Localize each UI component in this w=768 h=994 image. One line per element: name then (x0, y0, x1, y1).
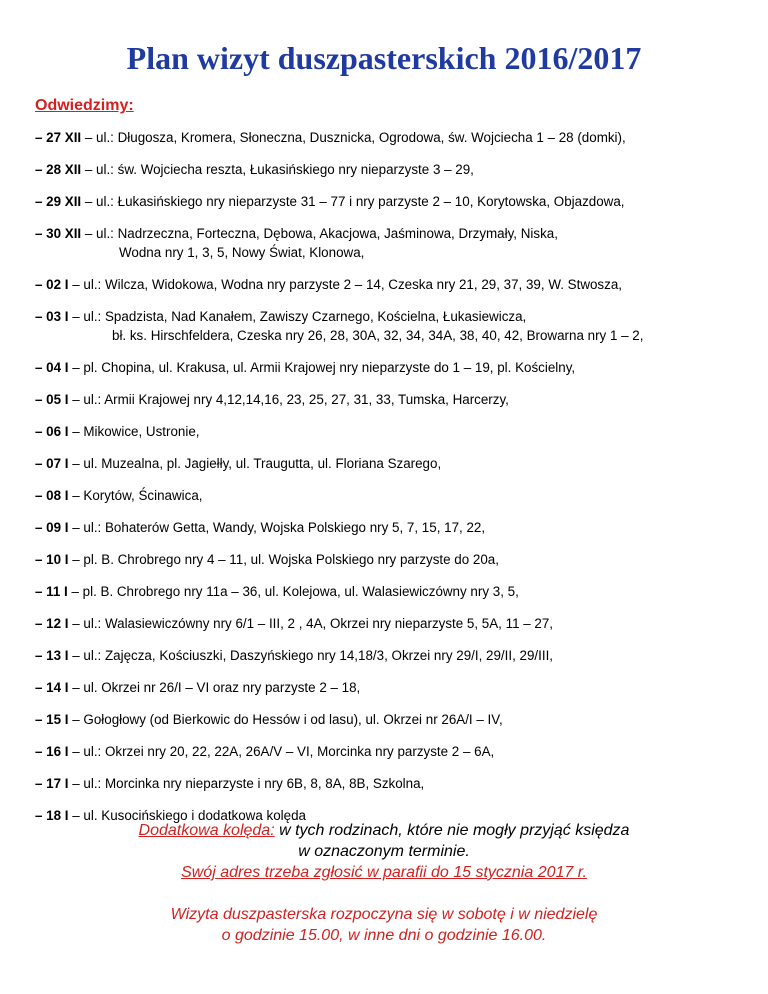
entry-date: – 12 I (35, 616, 69, 631)
entry-streets: – ul.: Morcinka nry nieparzyste i nry 6B, 8, 8A, 8B, Szkolna, (68, 776, 425, 791)
schedule-entry (35, 358, 755, 377)
entry-streets: – ul.: Wilcza, Widokowa, Wodna nry parzyste 2 – 14, Czeska nry 21, 29, 37, 39, W. Stwosza, (68, 277, 622, 292)
subtitle: Odwiedzimy: (35, 97, 134, 114)
schedule-entry (35, 582, 755, 601)
entry-streets: – ul. Kusocińskiego i dodatkowa kolęda (68, 808, 306, 823)
entry-date: – 04 I (35, 360, 69, 375)
schedule-entry (35, 160, 755, 179)
entry-date: – 30 XII (35, 226, 82, 241)
entry-streets: – ul.: Zajęcza, Kościuszki, Daszyńskiego nry 14,18/3, Okrzei nry 29/I, 29/II, 29/III, (68, 648, 554, 663)
entry-date: – 16 I (35, 744, 69, 759)
entry-date: – 18 I (35, 808, 69, 823)
schedule-entry (35, 646, 755, 665)
entry-date: – 05 I (35, 392, 69, 407)
entry-date: – 14 I (35, 680, 69, 695)
visit-time-line-2: o godzinie 15.00, w inne dni o godzinie 16.00. (221, 927, 547, 944)
schedule-entry (35, 307, 755, 345)
entry-streets: – Gołogłowy (od Bierkowic do Hessów i od lasu), ul. Okrzei nr 26A/I – IV, (68, 712, 503, 727)
schedule-entry (35, 192, 755, 211)
schedule-entry (35, 774, 755, 793)
entry-date: – 17 I (35, 776, 69, 791)
entry-streets: – ul.: Walasiewiczówny nry 6/1 – III, 2 , 4A, Okrzei nry nieparzyste 5, 5A, 11 – 27, (68, 616, 554, 631)
entry-streets: – ul.: św. Wojciecha reszta, Łukasińskiego nry nieparzyste 3 – 29, (81, 162, 474, 177)
schedule-entry (35, 614, 755, 633)
entry-streets: – ul.: Nadrzeczna, Forteczna, Dębowa, Akacjowa, Jaśminowa, Drzymały, Niska, (81, 226, 558, 241)
entry-streets: – ul.: Bohaterów Getta, Wandy, Wojska Polskiego nry 5, 7, 15, 17, 22, (68, 520, 486, 535)
schedule-entry (35, 550, 755, 569)
entry-date: – 11 I (35, 584, 68, 599)
entry-streets: – ul.: Okrzei nry 20, 22, 22A, 26A/V – VI, Morcinka nry parzyste 2 – 6A, (68, 744, 495, 759)
schedule-entry (35, 390, 755, 409)
schedule-entry (35, 422, 755, 441)
schedule-entry (35, 518, 755, 537)
entry-date: – 10 I (35, 552, 69, 567)
extra-visit-text-2: w oznaczonym terminie. (298, 843, 470, 860)
schedule-entry (35, 224, 755, 262)
schedule-entry (35, 710, 755, 729)
entry-streets: – ul. Okrzei nr 26/I – VI oraz nry parzyste 2 – 18, (68, 680, 361, 695)
schedule-entry (35, 678, 755, 697)
entry-streets-continued: bł. ks. Hirschfeldera, Czeska nry 26, 28, 30A, 32, 34, 34A, 38, 40, 42, Browarna nry 1 – 2, (112, 328, 644, 343)
extra-visit-label: Dodatkowa kolęda: (138, 822, 275, 839)
entry-date: – 06 I (35, 424, 69, 439)
schedule-entry (35, 128, 755, 147)
entry-date: – 02 I (35, 277, 69, 292)
entry-streets: – Korytów, Ścinawica, (68, 488, 203, 503)
deadline-note: Swój adres trzeba zgłosić w parafii do 15 stycznia 2017 r. (181, 864, 587, 881)
visit-time-line-1: Wizyta duszpasterska rozpoczyna się w sobotę i w niedzielę (170, 906, 598, 923)
footer-notes (0, 820, 768, 946)
entry-streets-continued: Wodna nry 1, 3, 5, Nowy Świat, Klonowa, (119, 245, 365, 260)
schedule-entry (35, 454, 755, 473)
entry-streets: – ul.: Łukasińskiego nry nieparzyste 31 – 77 i nry parzyste 2 – 10, Korytowska, Objazdowa, (81, 194, 625, 209)
page-title: Plan wizyt duszpasterskich 2016/2017 (126, 40, 642, 76)
entry-date: – 08 I (35, 488, 69, 503)
entry-streets: – Mikowice, Ustronie, (68, 424, 200, 439)
entry-date: – 28 XII (35, 162, 82, 177)
entry-date: – 03 I (35, 309, 69, 324)
entry-streets: – ul.: Armii Krajowej nry 4,12,14,16, 23, 25, 27, 31, 33, Tumska, Harcerzy, (68, 392, 509, 407)
entry-date: – 07 I (35, 456, 69, 471)
entry-streets: – pl. B. Chrobrego nry 11a – 36, ul. Kolejowa, ul. Walasiewiczówny nry 3, 5, (67, 584, 519, 599)
schedule-entry (35, 275, 755, 294)
schedule-entry (35, 486, 755, 505)
schedule-entry (35, 742, 755, 761)
entry-date: – 09 I (35, 520, 69, 535)
entry-streets: – pl. B. Chrobrego nry 4 – 11, ul. Wojska Polskiego nry parzyste do 20a, (68, 552, 499, 567)
entry-date: – 13 I (35, 648, 69, 663)
schedule-list (35, 128, 755, 838)
extra-visit-text: w tych rodzinach, które nie mogły przyjąć księdza (274, 822, 630, 839)
entry-streets: – ul. Muzealna, pl. Jagiełły, ul. Traugutta, ul. Floriana Szarego, (68, 456, 442, 471)
entry-date: – 15 I (35, 712, 69, 727)
entry-date: – 27 XII (35, 130, 82, 145)
entry-date: – 29 XII (35, 194, 82, 209)
entry-streets: – ul.: Długosza, Kromera, Słoneczna, Dusznicka, Ogrodowa, św. Wojciecha 1 – 28 (domki), (81, 130, 626, 145)
entry-streets: – pl. Chopina, ul. Krakusa, ul. Armii Krajowej nry nieparzyste do 1 – 19, pl. Kościelny, (68, 360, 576, 375)
entry-streets: – ul.: Spadzista, Nad Kanałem, Zawiszy Czarnego, Kościelna, Łukasiewicza, (68, 309, 527, 324)
extra-visit-note (0, 820, 768, 841)
